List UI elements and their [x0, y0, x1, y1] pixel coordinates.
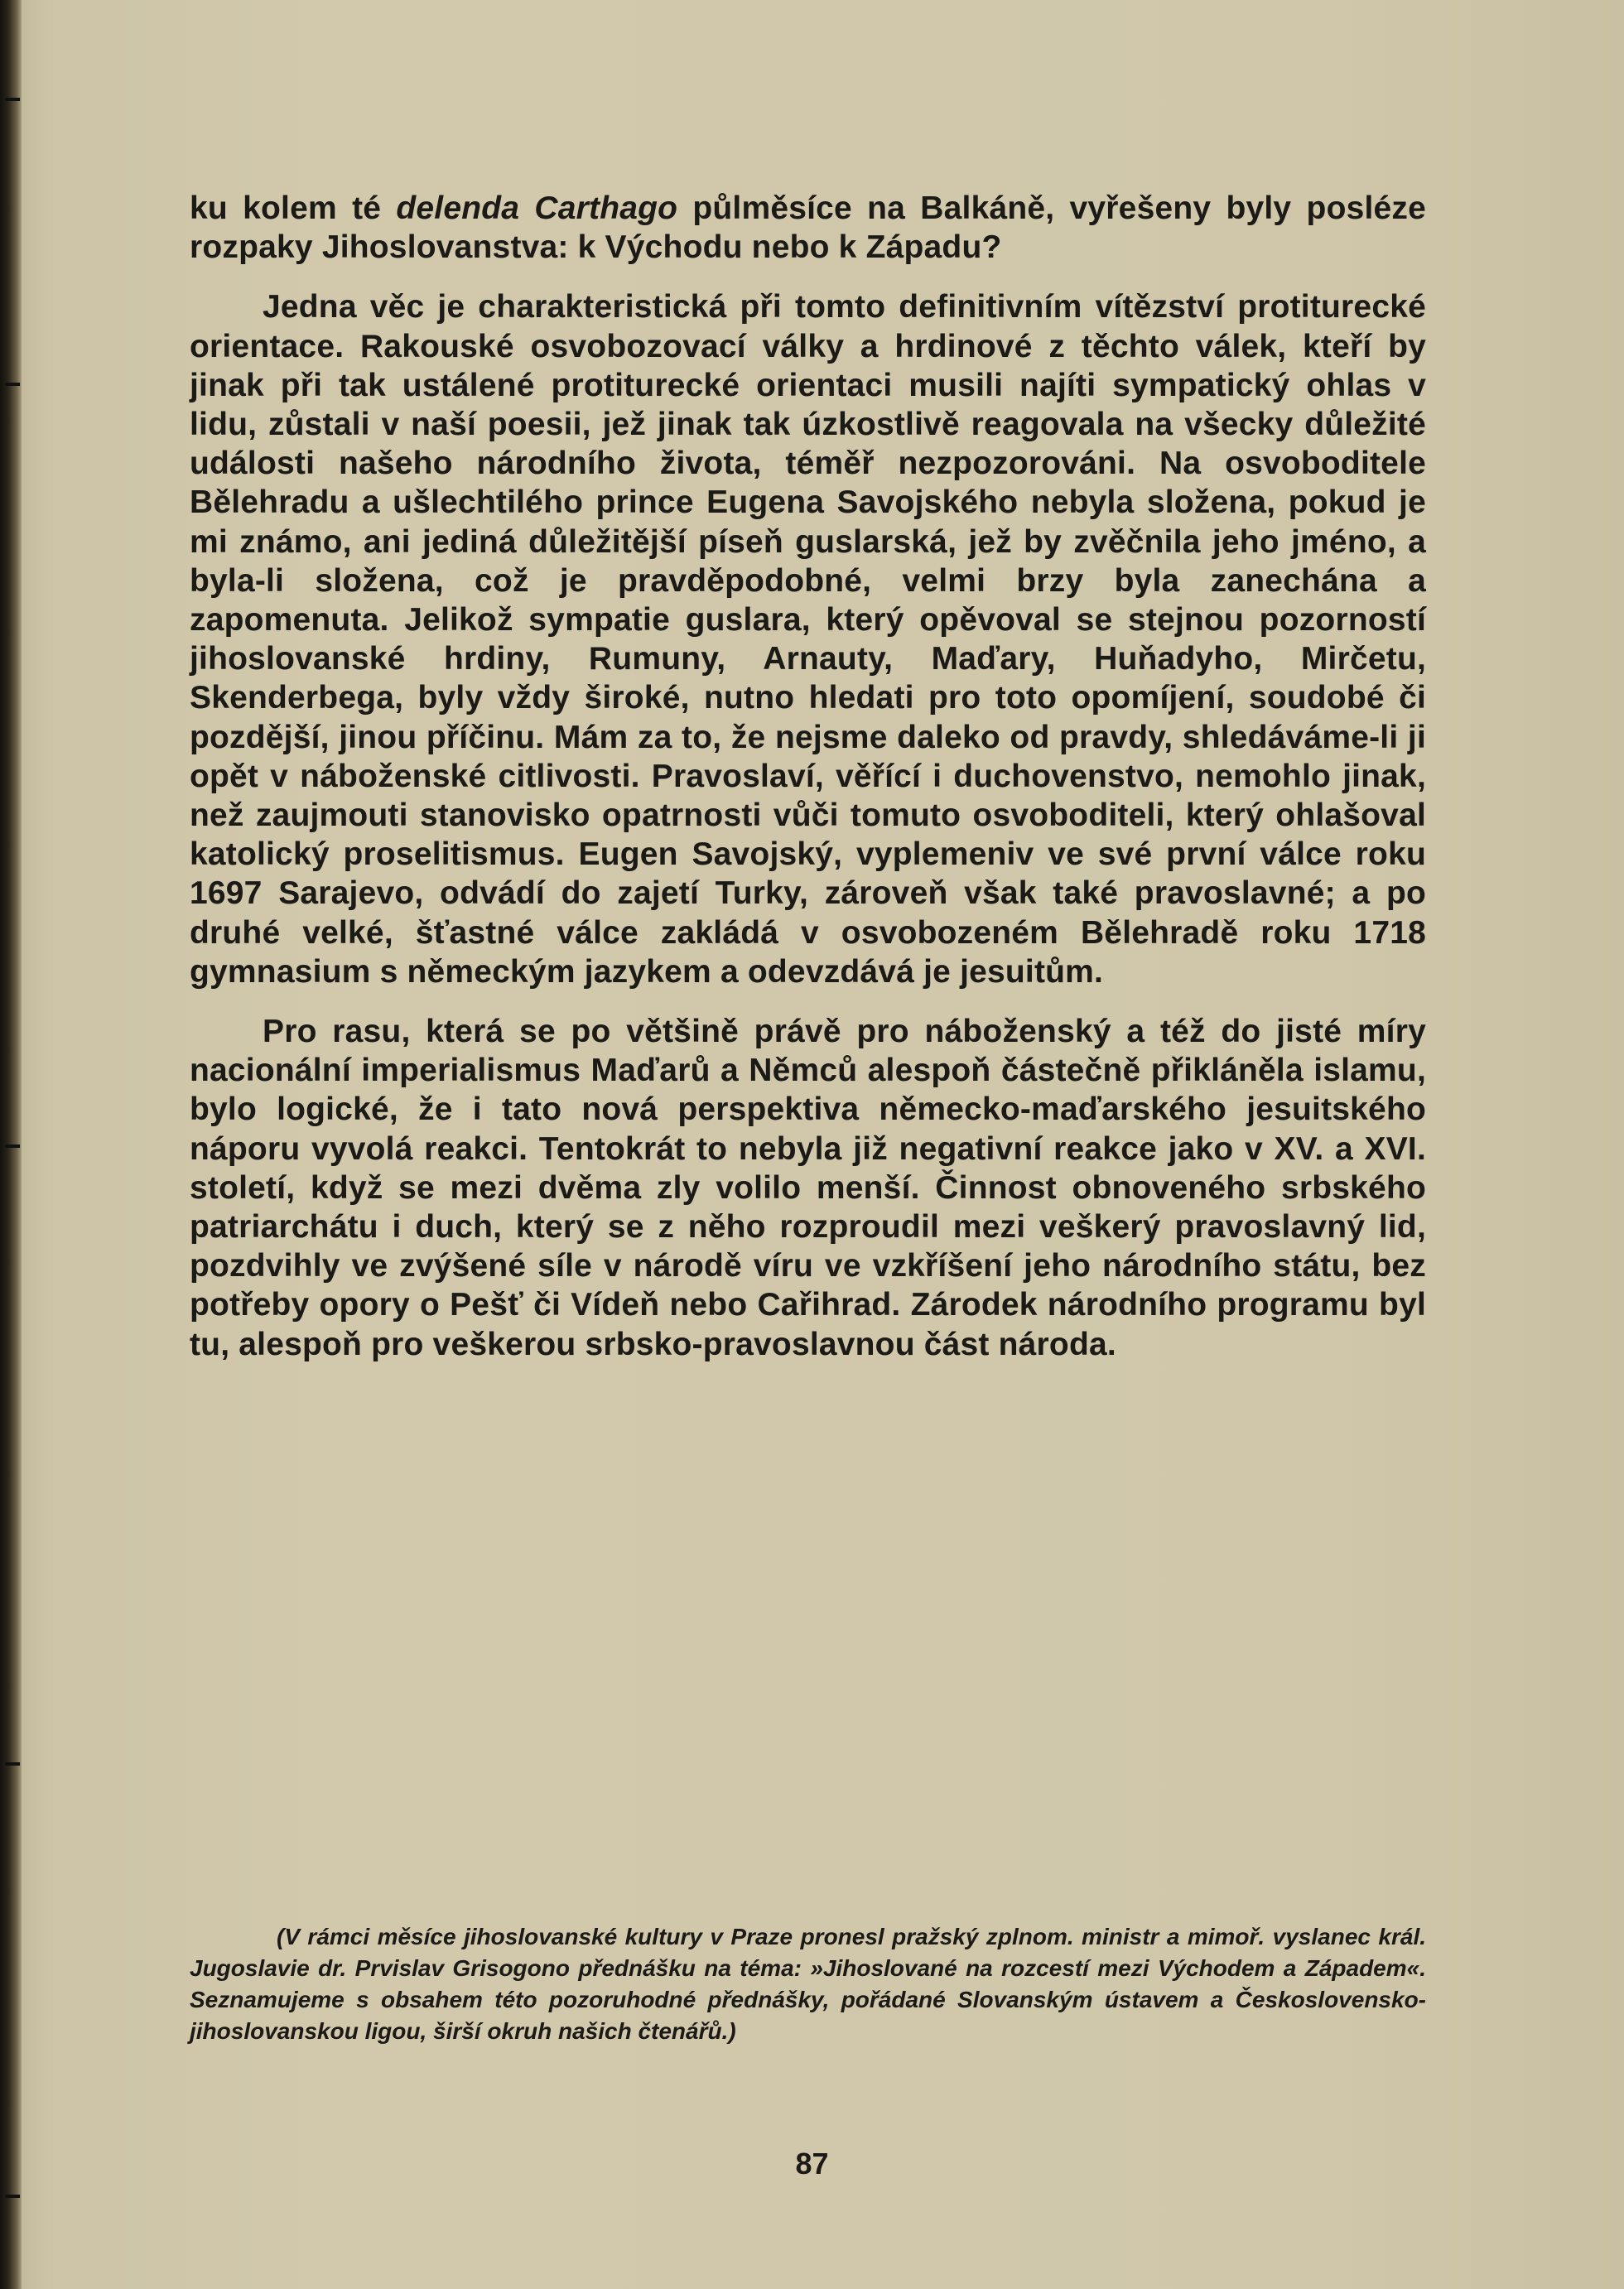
latin-phrase: delenda Carthago [396, 190, 678, 226]
paragraph: Pro rasu, která se po většině právě pro náboženský a též do jisté míry nacionální imperialismus Maďarů a Němců alespoň částečně přikláněla islamu, bylo logické, že i tato nová perspektiva německo-maďarského jesuitského náporu vyvolá reakci. Tentokrát to nebyla již negativní reakce jako v XV. a XVI. století, když se mezi dvěma zly volilo menší. Činnost obnoveného srbského patriarchátu i duch, který se z něho rozproudil mezi veškerý pravoslavný lid, pozdvihly ve zvýšené síle v národě víru ve vzkříšení jeho národního státu, bez potřeby opory o Pešť či Vídeň nebo Cařihrad. Zárodek národního programu byl tu, alespoň pro veškerou srbsko-pravoslavnou část národa. [190, 1014, 1426, 1362]
paragraph-continued [190, 189, 1426, 267]
paragraph-text: ku kolem té [190, 190, 397, 226]
paragraph-text: půlměsíce na Balkáně, vyřešeny byly posléze rozpaky Jihoslovanstva: k Východu nebo k Západu? [190, 190, 1426, 266]
editorial-footnote: (V rámci měsíce jihoslovanské kultury v Praze pronesl pražský zplnom. ministr a mimoř. vyslanec král. Jugoslavie dr. Prvislav Grisogono přednášku na téma: »Jihoslované na rozcestí mezi Východem a Západem«. Seznamujeme s obsahem této pozoruhodné přednášky, pořádané Slovanským ústavem a Československo-jihoslovanskou ligou, širší okruh našich čtenářů.) [190, 1924, 1426, 2044]
binding-mark [5, 383, 20, 386]
binding-mark [5, 1762, 20, 1766]
book-binding-edge [0, 0, 22, 2289]
binding-mark [5, 2195, 20, 2198]
article-body [190, 189, 1426, 1364]
binding-mark [5, 1144, 20, 1148]
page-number: 87 [795, 2147, 829, 2181]
paragraph: Jedna věc je charakteristická při tomto definitivním vítězství protiturecké orientace. Rakouské osvobozovací války a hrdinové z těchto válek, kteří by jinak při tak ustálené protiturecké orientaci musili najíti sympatický ohlas v lidu, zůstali v naší poesii, jež jinak tak úzkostlivě reagovala na všecky důležité události našeho národního života, téměř nezpozorováni. Na osvoboditele Bělehradu a ušlechtilého prince Eugena Savojského nebyla složena, pokud je mi známo, ani jediná důležitější píseň guslarská, jež by zvěčnila jeho jméno, a byla-li složena, což je pravděpodobné, velmi brzy byla zanechána a zapomenuta. Jelikož sympatie guslara, který opěvoval se stejnou pozorností jihoslovanské hrdiny, Rumuny, Arnauty, Maďary, Huňadyho, Mirčetu, Skenderbega, byly vždy široké, nutno hledati pro toto opomíjení, soudobé či pozdější, jinou příčinu. Mám za to, že nejsme daleko od pravdy, shledáváme-li ji opět v náboženské citlivosti. Pravoslaví, věřící i duchovenstvo, nemohlo jinak, než zaujmouti stanovisko opatrnosti vůči tomuto osvoboditeli, který ohlašoval katolický proselitismus. Eugen Savojský, vyplemeniv ve své první válce roku 1697 Sarajevo, odvádí do zajetí Turky, zároveň však také pravoslavné; a po druhé velké, šťastné válce zakládá v osvobozeném Bělehradě roku 1718 gymnasium s německým jazykem a odevzdává je jesuitům. [190, 289, 1426, 990]
binding-mark [5, 98, 20, 101]
